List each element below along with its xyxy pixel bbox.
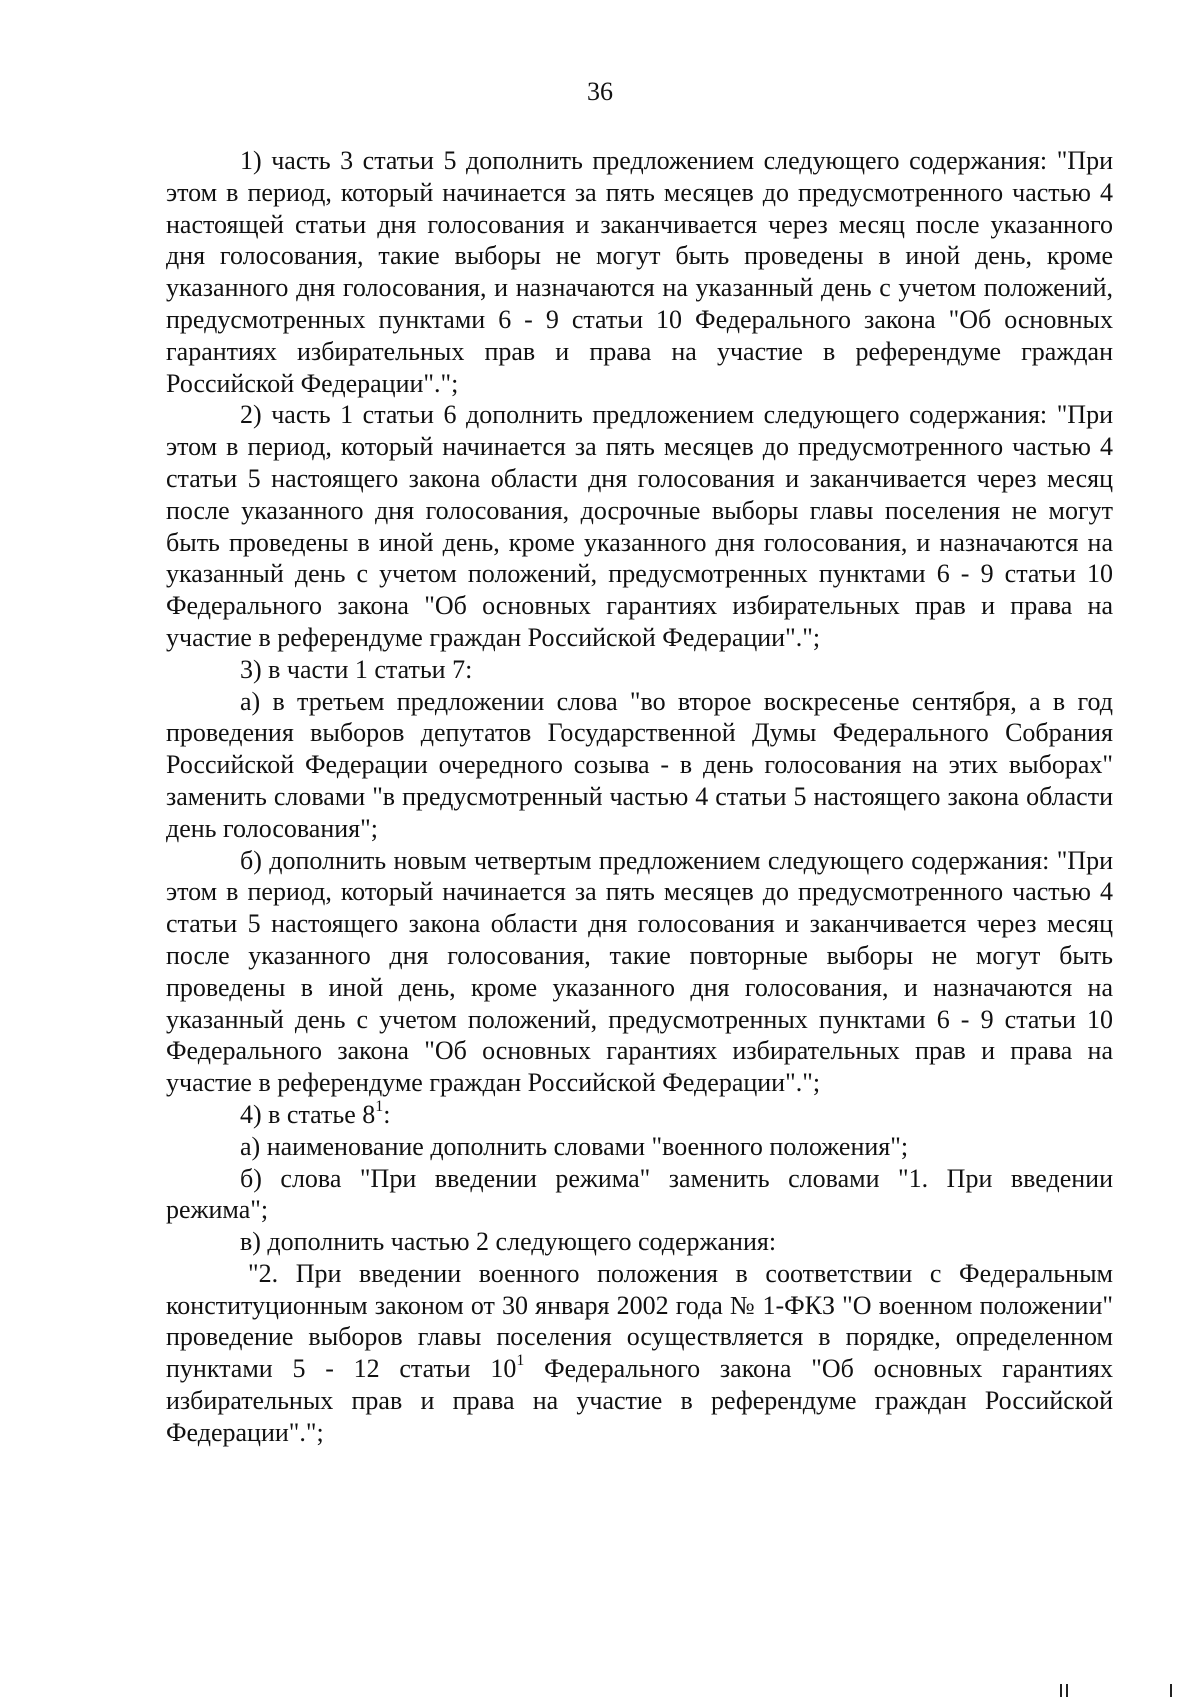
page-number: 36	[587, 77, 613, 106]
document-body	[166, 145, 1113, 1449]
paragraph-item-3: 3) в части 1 статьи 7:	[240, 654, 473, 684]
paragraph-subitem-3b: б) дополнить новым четвертым предложением следующего содержания: "При этом в период, который начинается за пять месяцев до предусмотренного частью 4 статьи 5 настоящего закона области дня голосования и заканчивается через месяц после указанного дня голосования, такие повторные выборы не могут быть проведены в иной день, кроме указанного дня голосования, и назначаются на указанный день с учетом положений, предусмотренных пунктами 6 - 9 статьи 10 Федерального закона "Об основных гарантиях избирательных прав и права на участие в референдуме граждан Российской Федерации".";	[166, 845, 1113, 1098]
paragraph-subitem-4a: а) наименование дополнить словами "военного положения";	[240, 1131, 909, 1161]
scan-artifact-mark	[1066, 1684, 1068, 1697]
superscript-1: 1	[375, 1097, 384, 1115]
paragraph-item-1: 1) часть 3 статьи 5 дополнить предложением следующего содержания: "При этом в период, который начинается за пять месяцев до предусмотренного частью 4 настоящей статьи дня голосования и заканчивается через месяц после указанного дня голосования, такие выборы не могут быть проведены в иной день, кроме указанного дня голосования, и назначаются на указанный день с учетом положений, предусмотренных пунктами 6 - 9 статьи 10 Федерального закона "Об основных гарантиях избирательных прав и права на участие в референдуме граждан Российской Федерации".";	[166, 146, 1113, 398]
paragraph-item-4-suffix: :	[383, 1099, 391, 1129]
paragraph-quoted-part-2	[166, 1258, 1113, 1449]
paragraph-subitem-3a: а) в третьем предложении слова "во второе воскресенье сентября, а в год проведения выборов депутатов Государственной Думы Федерального Собрания Российской Федерации очередного созыва - в день голосования на этих выборах" заменить словами "в предусмотренный частью 4 статьи 5 настоящего закона области день голосования";	[166, 686, 1113, 843]
paragraph-item-4-text: 4) в статье 8	[240, 1099, 376, 1129]
paragraph-subitem-4b: б) слова "При введении режима" заменить словами "1. При введении режима";	[166, 1163, 1113, 1225]
scan-artifact-mark	[1170, 1684, 1172, 1697]
paragraph-item-2: 2) часть 1 статьи 6 дополнить предложением следующего содержания: "При этом в период, который начинается за пять месяцев до предусмотренного частью 4 статьи 5 настоящего закона области дня голосования и заканчивается через месяц после указанного дня голосования, досрочные выборы главы поселения не могут быть проведены в иной день, кроме указанного дня голосования, и назначаются на указанный день с учетом положений, предусмотренных пунктами 6 - 9 статьи 10 Федерального закона "Об основных гарантиях избирательных прав и права на участие в референдуме граждан Российской Федерации".";	[166, 400, 1113, 652]
scan-artifact-mark	[1060, 1684, 1062, 1697]
paragraph-subitem-4v: в) дополнить частью 2 следующего содержания:	[240, 1227, 777, 1257]
superscript-1: 1	[516, 1352, 525, 1370]
quoted-part-2-text: "2. При введении военного положения в соответствии с Федеральным конституционным законом от 30 января 2002 года № 1-ФКЗ "О военном положении" проведение выборов главы поселения осуществляется в порядке, определенном пунктами 5 - 12 статьи 10	[166, 1258, 1113, 1384]
paragraph-item-4	[166, 1099, 1113, 1131]
quoted-part-2-suffix: Федерального закона "Об основных гарантиях избирательных прав и права на участие в референдуме граждан Российской Федерации".";	[166, 1354, 1113, 1447]
